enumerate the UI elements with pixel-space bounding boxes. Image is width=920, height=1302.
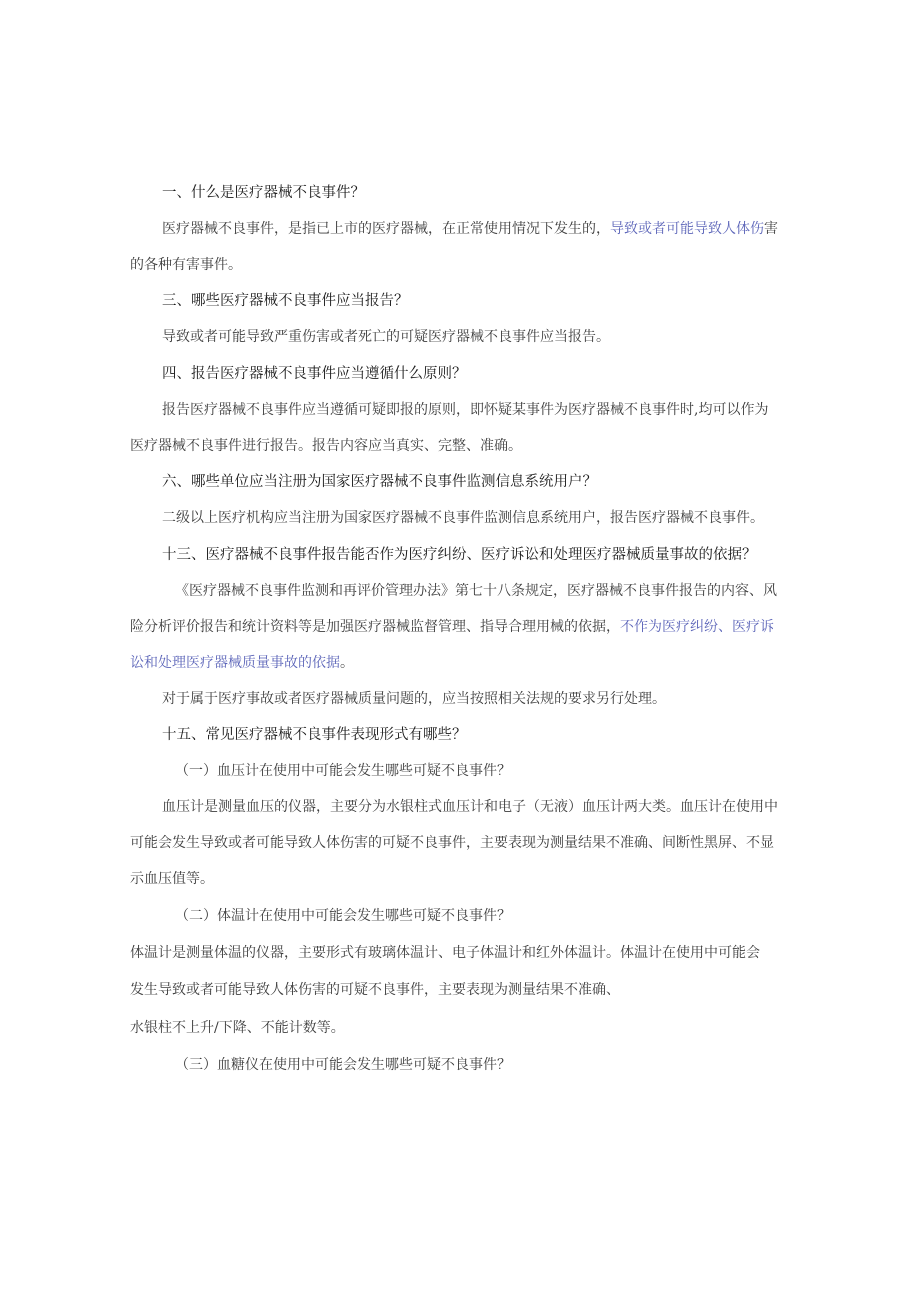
highlighted-text: 不作为医疗纠纷、医疗诉 bbox=[620, 619, 774, 635]
paragraph-q13-line1: 《医疗器械不良事件监测和再评价管理办法》第七十八条规定，医疗器械不良事件报告的内容、风 bbox=[175, 583, 777, 599]
highlighted-text: 讼和处理医疗器械质量事故的依据 bbox=[130, 655, 340, 671]
paragraph-q13-line2 bbox=[130, 617, 774, 637]
paragraph-q1-line2: 的各种有害事件。 bbox=[130, 257, 242, 273]
subheading-thermometer: （二）体温计在使用中可能会发生哪些可疑不良事件？ bbox=[175, 908, 511, 924]
subheading-blood-pressure: （一）血压计在使用中可能会发生哪些可疑不良事件？ bbox=[175, 763, 511, 779]
paragraph-q13-line3 bbox=[130, 653, 354, 673]
heading-q3: 三、哪些医疗器械不良事件应当报告？ bbox=[162, 293, 409, 309]
paragraph-s2-line1: 体温计是测量体温的仪器，主要形式有玻璃体温计、电子体温计和红外体温计。体温计在使用中可能会 bbox=[130, 945, 760, 961]
paragraph-q3: 导致或者可能导致严重伤害或者死亡的可疑医疗器械不良事件应当报告。 bbox=[162, 329, 610, 345]
text-segment: 险分析评价报告和统计资料等是加强医疗器械监督管理、指导合理用械的依据， bbox=[130, 619, 620, 635]
paragraph-s1-line1: 血压计是测量血压的仪器，主要分为水银柱式血压计和电子（无液）血压计两大类。血压计在使用中 bbox=[162, 799, 778, 815]
paragraph-s2-line2: 发生导致或者可能导致人体伤害的可疑不良事件，主要表现为测量结果不准确、 bbox=[130, 982, 620, 998]
paragraph-q13-line4: 对于属于医疗事故或者医疗器械质量问题的，应当按照相关法规的要求另行处理。 bbox=[162, 691, 666, 707]
paragraph-s2-line3: 水银柱不上升/下降、不能计数等。 bbox=[130, 1020, 345, 1036]
highlighted-text: 导致或者可能导致人体伤 bbox=[610, 221, 764, 237]
heading-q13: 十三、医疗器械不良事件报告能否作为医疗纠纷、医疗诉讼和处理医疗器械质量事故的依据？ bbox=[162, 547, 757, 563]
paragraph-s1-line2: 可能会发生导致或者可能导致人体伤害的可疑不良事件，主要表现为测量结果不准确、间断性黑屏、不显 bbox=[130, 835, 774, 851]
heading-q6: 六、哪些单位应当注册为国家医疗器械不良事件监测信息系统用户？ bbox=[162, 474, 597, 490]
heading-q1: 一、什么是医疗器械不良事件？ bbox=[162, 185, 365, 201]
paragraph-q6: 二级以上医疗机构应当注册为国家医疗器械不良事件监测信息系统用户，报告医疗器械不良事件。 bbox=[162, 510, 764, 526]
subheading-glucometer: （三）血糖仪在使用中可能会发生哪些可疑不良事件？ bbox=[175, 1057, 511, 1073]
paragraph-q4-line1: 报告医疗器械不良事件应当遵循可疑即报的原则，即怀疑某事件为医疗器械不良事件时,均可以作为 bbox=[162, 402, 769, 418]
text-segment: 害 bbox=[764, 221, 778, 237]
heading-q4: 四、报告医疗器械不良事件应当遵循什么原则？ bbox=[162, 366, 467, 382]
paragraph-s1-line3: 示血压值等。 bbox=[130, 871, 214, 887]
text-segment: 医疗器械不良事件，是指已上市的医疗器械，在正常使用情况下发生的， bbox=[162, 221, 610, 237]
paragraph-q1-line1 bbox=[162, 219, 778, 239]
paragraph-q4-line2: 医疗器械不良事件进行报告。报告内容应当真实、完整、准确。 bbox=[130, 438, 522, 454]
heading-q15: 十五、常见医疗器械不良事件表现形式有哪些？ bbox=[162, 727, 467, 743]
text-segment: 。 bbox=[340, 655, 354, 671]
